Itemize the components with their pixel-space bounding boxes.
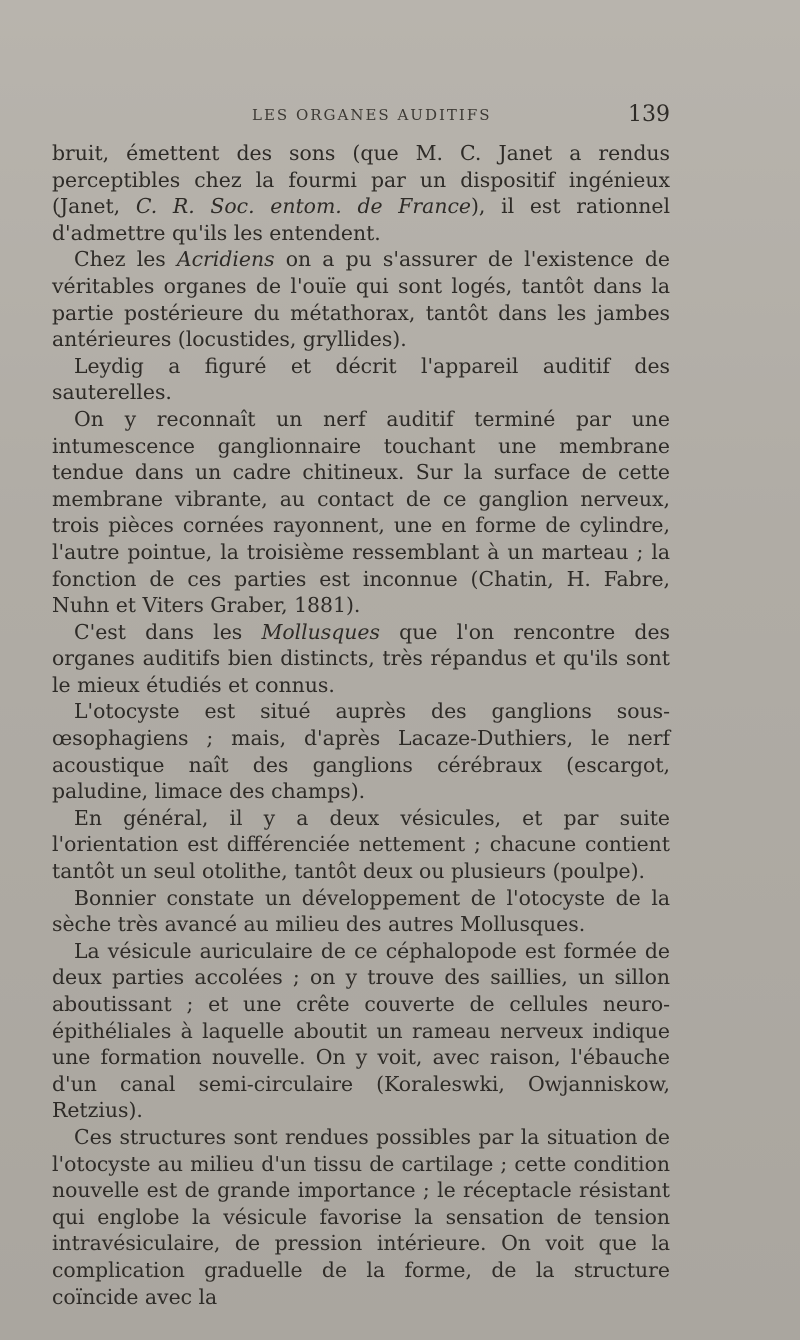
page-number: 139 [628,102,670,127]
text-run: Ces structures sont rendues possibles par la situation de l'otocyste au milieu d'un tissu de cartilage ; cette condition nouvelle est de grande importance ; le réceptacle résistant qui englobe la vésicule favorise la sensation de tension intravésiculaire, de pression intérieure. On voit que la complication graduelle de la forme, de la structure coïncide avec la [52,1124,670,1309]
paragraph [52,805,670,885]
text-run: C'est dans les [74,619,262,644]
text-run: Chez les [74,247,177,272]
body-text [52,140,670,1310]
italic-text-run: C. R. Soc. entom. de France [135,194,471,219]
paragraph [52,406,670,619]
italic-text-run: Mollusques [261,619,380,644]
italic-text-run: Acridiens [176,247,275,272]
paragraph [52,885,670,938]
paragraph [52,140,670,246]
text-run: ), il est rationnel d'admettre qu'ils les entendent. [52,194,670,245]
paragraph [52,619,670,699]
text-run: que l'on rencontre des organes auditifs bien distincts, très répandus et qu'ils sont le mieux étudiés et connus. [52,619,670,697]
text-run: Bonnier constate un développement de l'otocyste de la sèche très avancé au milieu des autres Mollusques. [52,885,670,937]
text-run: Leydig a figuré et décrit l'appareil auditif des sauterelles. [52,353,670,405]
text-run: En général, il y a deux vésicules, et par suite l'orientation est différenciée nettement ; chacune contient tantôt un seul otolithe, tantôt deux ou plusieurs (poulpe). [52,805,670,884]
running-title: LES ORGANES AUDITIFS [252,106,492,124]
text-run: La vésicule auriculaire de ce céphalopode est formée de deux parties accolées ; on y trouve des saillies, un sillon aboutissant ; et une crête couverte de cellules neuro-épithéliales à laquelle aboutit un rameau nerveux indique une formation nouvelle. On y voit, avec raison, l'ébauche d'un canal semi-circulaire (Koraleswki, Owjanniskow, Retzius). [52,938,670,1123]
paragraph [52,353,670,406]
paragraph [52,938,670,1124]
text-run: L'otocyste est situé auprès des ganglions sous-œsophagiens ; mais, d'après Lacaze-Duthiers, le nerf acoustique naît des ganglions cérébraux (escargot, paludine, limace des champs). [52,699,670,804]
page-header [52,104,670,134]
paragraph [52,246,670,352]
paragraph [52,698,670,804]
text-run: on a pu s'assurer de l'existence de véritables organes de l'ouïe qui sont logés, tantôt dans la partie postérieure du métathorax, tantôt dans les jambes antérieures (locustides, gryllides). [52,247,670,352]
paragraph [52,1124,670,1310]
text-run: bruit, émettent des sons (que M. C. Janet a rendus perceptibles chez la fourmi par un dispositif ingénieux (Janet, [52,141,670,219]
text-run: On y reconnaît un nerf auditif terminé par une intumescence ganglionnaire touchant une membrane tendue dans un cadre chitineux. Sur la surface de cette membrane vibrante, au contact de ce ganglion nerveux, trois pièces cornées rayonnent, une en forme de cylindre, l'autre pointue, la troisième ressemblant à un marteau ; la fonction de ces parties est inconnue (Chatin, H. Fabre, Nuhn et Viters Graber, 1881). [52,406,670,618]
